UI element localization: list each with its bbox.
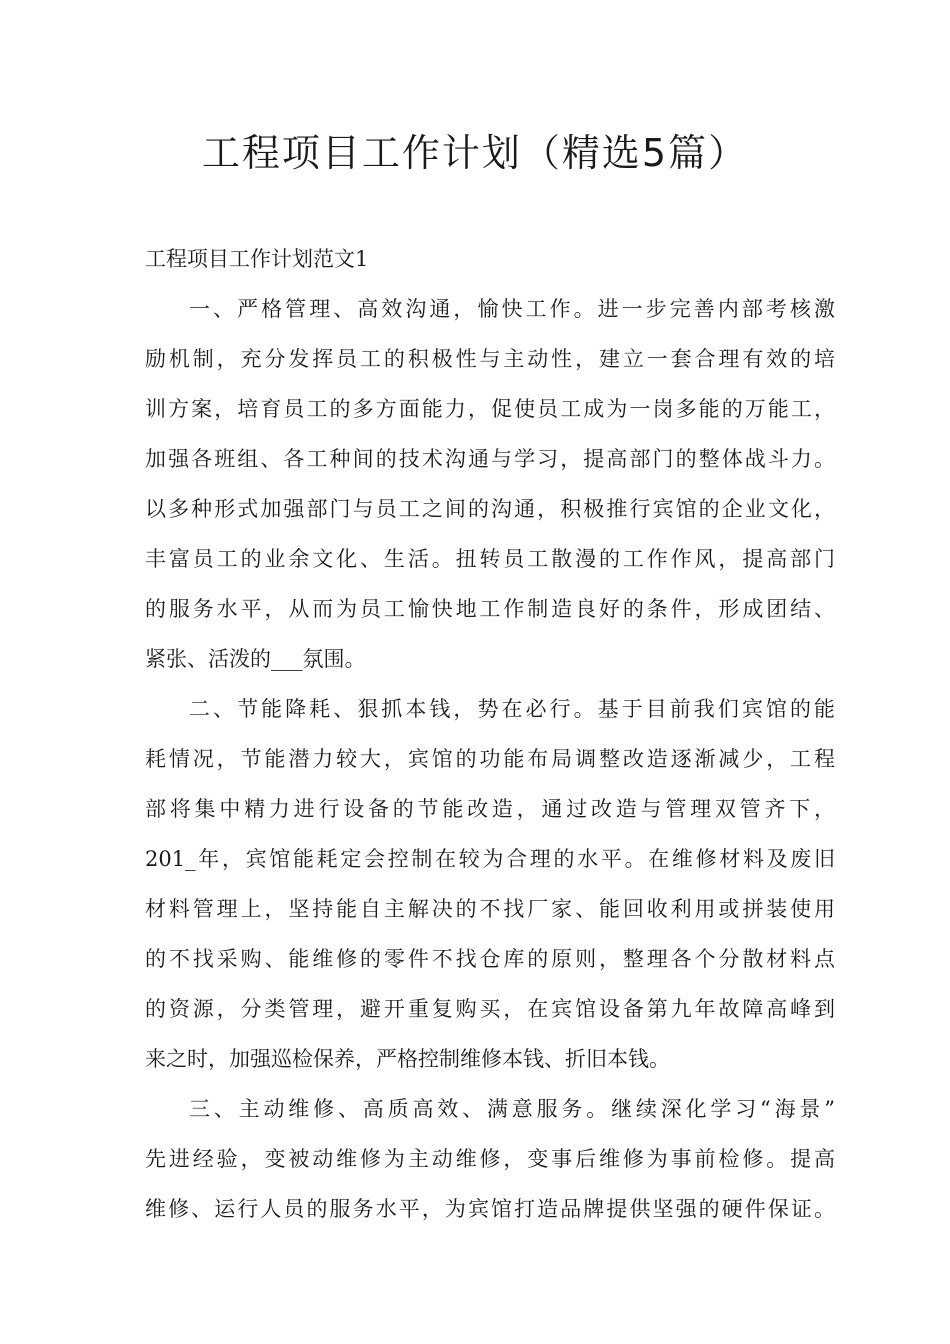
paragraph-line: 耗情况，节能潜力较大，宾馆的功能布局调整改造逐渐减少，工程 — [145, 747, 835, 771]
paragraph-line: 以多种形式加强部门与员工之间的沟通，积极推行宾馆的企业文化， — [145, 497, 835, 521]
paragraph-line: 的不找采购、能维修的零件不找仓库的原则，整理各个分散材料点 — [145, 947, 835, 971]
paragraph-line: 一、严格管理、高效沟通，愉快工作。进一步完善内部考核激 — [189, 297, 835, 321]
paragraph-line: 励机制，充分发挥员工的积极性与主动性，建立一套合理有效的培 — [145, 347, 835, 371]
paragraph-line: 丰富员工的业余文化、生活。扭转员工散漫的工作作风，提高部门 — [145, 547, 835, 571]
paragraph-line: 的服务水平，从而为员工愉快地工作制造良好的条件，形成团结、 — [145, 597, 835, 621]
paragraph-line: 三、主动维修、高质高效、满意服务。继续深化学习“海景” — [189, 1097, 835, 1121]
paragraph-line: 部将集中精力进行设备的节能改造，通过改造与管理双管齐下， — [145, 797, 835, 821]
document-title: 工程项目工作计划（精选5篇） — [201, 131, 749, 175]
paragraph-line: 训方案，培育员工的多方面能力，促使员工成为一岗多能的万能工， — [145, 397, 835, 421]
section-subheading: 工程项目工作计划范文1 — [145, 247, 369, 271]
paragraph-line: 先进经验，变被动维修为主动维修，变事后维修为事前检修。提高 — [145, 1147, 835, 1171]
paragraph-line: 来之时，加强巡检保养，严格控制维修本钱、折旧本钱。 — [145, 1047, 670, 1071]
paragraph-line: 201_年，宾馆能耗定会控制在较为合理的水平。在维修材料及废旧 — [145, 847, 835, 871]
paragraph-line: 维修、运行人员的服务水平，为宾馆打造品牌提供坚强的硬件保证。 — [145, 1197, 835, 1221]
paragraph-line: 加强各班组、各工种间的技术沟通与学习，提高部门的整体战斗力。 — [145, 447, 835, 471]
document-body — [145, 234, 835, 1234]
paragraph-line: 材料管理上，坚持能自主解决的不找厂家、能回收利用或拼装使用 — [145, 897, 835, 921]
paragraph-line: 的资源，分类管理，避开重复购买，在宾馆设备第九年故障高峰到 — [145, 997, 835, 1021]
paragraph-line: 紧张、活泼的___氛围。 — [145, 647, 366, 671]
paragraph-3 — [145, 1084, 835, 1234]
paragraph-2 — [145, 684, 835, 1084]
paragraph-1 — [145, 284, 835, 684]
paragraph-line: 二、节能降耗、狠抓本钱，势在必行。基于目前我们宾馆的能 — [189, 697, 835, 721]
